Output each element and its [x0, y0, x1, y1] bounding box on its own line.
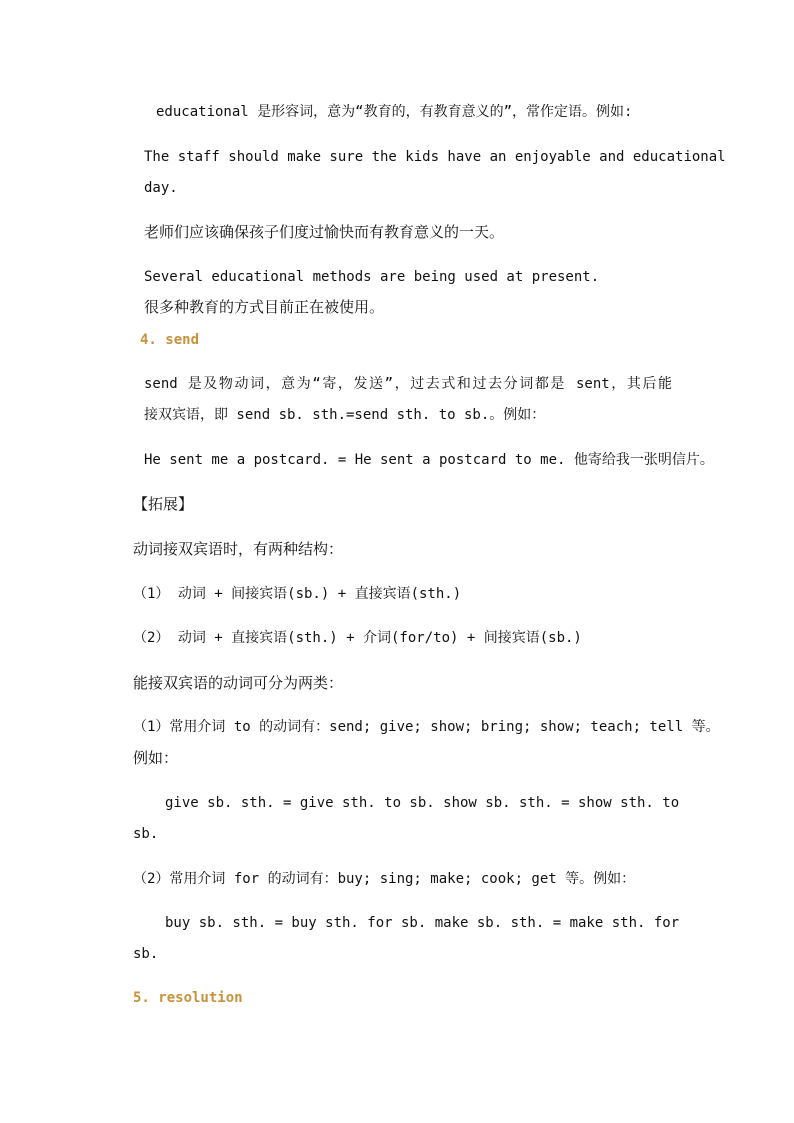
example-sentence-zh-1: 老师们应该确保孩子们度过愉快而有教育意义的一天。	[144, 223, 505, 241]
example-buy-make: buy sb. sth. = buy sth. for sb. make sb. sth. = make sth. for	[165, 915, 680, 931]
paragraph-line-educational-definition: educational 是形容词，意为“教育的，有教育意义的”，常作定语。例如:	[156, 104, 633, 120]
example-sentence-en-1-cont: day.	[144, 180, 178, 196]
example-sentence-zh-2: 很多种教育的方式目前正在被使用。	[144, 298, 385, 316]
example-give-show: give sb. sth. = give sth. to sb. show sb. sth. = show sth. to	[165, 795, 680, 811]
structure-1: （1） 动词 + 间接宾语(sb.) + 直接宾语(sth.)	[133, 586, 462, 602]
section-heading-send: 4. send	[140, 332, 200, 348]
paragraph-line-send-definition-cont: 接双宾语，即 send sb. sth.=send sth. to sb.。例如：	[144, 407, 546, 423]
paragraph-line-send-definition: send 是及物动词，意为“寄，发送”，过去式和过去分词都是 sent，其后能	[144, 376, 672, 392]
structure-2: （2） 动词 + 直接宾语(sth.) + 介词(for/to) + 间接宾语(sb.)	[133, 630, 582, 646]
example-sentence-en-1: The staff should make sure the kids have an enjoyable and educational	[144, 149, 726, 165]
extension-label: 【拓展】	[133, 495, 194, 513]
paragraph-line-two-classes: 能接双宾语的动词可分为两类：	[133, 674, 344, 692]
example-buy-make-cont: sb.	[133, 946, 159, 962]
section-heading-resolution: 5. resolution	[133, 990, 243, 1006]
paragraph-line-two-structures: 动词接双宾语时，有两种结构：	[133, 540, 344, 558]
example-sentence-send: He sent me a postcard. = He sent a postcard to me. 他寄给我一张明信片。	[144, 452, 714, 468]
example-sentence-en-2: Several educational methods are being used at present.	[144, 269, 600, 285]
example-give-show-cont: sb.	[133, 826, 159, 842]
class-1-to-verbs: （1）常用介词 to 的动词有：send; give; show; bring; show; teach; tell 等。	[133, 719, 720, 735]
class-1-for-example: 例如：	[133, 749, 179, 767]
class-2-for-verbs: （2）常用介词 for 的动词有：buy; sing; make; cook; get 等。例如：	[133, 871, 636, 887]
